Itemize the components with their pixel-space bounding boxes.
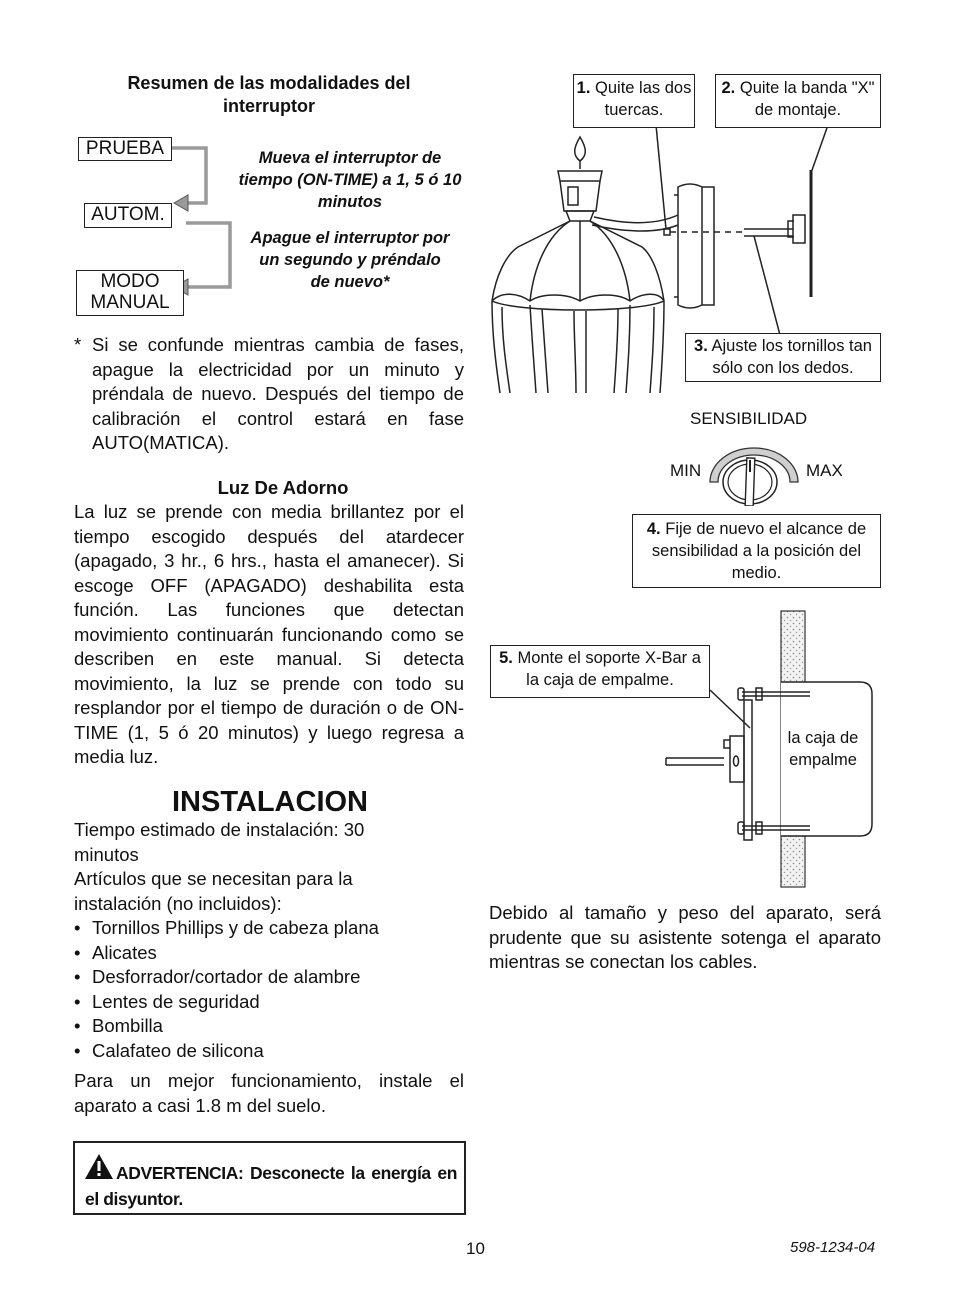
step-5-number: 5.	[499, 649, 513, 667]
sensitivity-dial-icon	[704, 436, 804, 506]
document-code: 598-1234-04	[790, 1239, 876, 1256]
mode-note-toggle: Apague el interruptor por un segundo y préndalo de nuevo*	[250, 229, 450, 291]
sensitivity-label: SENSIBILIDAD	[690, 409, 808, 428]
mode-autom-label: AUTOM.	[91, 204, 165, 225]
list-item: • Desforrador/cortador de alambre	[74, 965, 464, 990]
junction-box-label-line1: la caja de	[787, 729, 859, 747]
accent-light-heading: Luz De Adorno	[217, 477, 349, 498]
warning-text: ADVERTENCIA: Desconecte la energía en el disyuntor.	[85, 1163, 457, 1209]
list-item: • Lentes de seguridad	[74, 990, 464, 1015]
step-5-text: Monte el soporte X-Bar a la caja de empalme.	[517, 649, 701, 689]
list-item: • Calafateo de silicona	[74, 1039, 464, 1064]
mode-manual-label-line2: MANUAL	[90, 292, 170, 313]
step-2-box	[715, 74, 881, 128]
footnote-mark: *	[74, 334, 82, 355]
assistant-note: Debido al tamaño y peso del aparato, será prudente que su asistente sotenga el aparato mientras se conectan los cables.	[489, 902, 881, 972]
step-5-box	[490, 645, 710, 698]
step-3-box	[685, 333, 881, 382]
step-3-number: 3.	[694, 337, 708, 355]
step-1-text: Quite las dos tuercas.	[595, 79, 692, 119]
mode-autom-box	[84, 203, 172, 228]
list-item: • Bombilla	[74, 1014, 464, 1039]
junction-box-label-line2: empalme	[789, 751, 857, 769]
mode-summary-title	[74, 72, 464, 118]
dial-max-label: MAX	[806, 461, 843, 480]
footnote-text: Si se confunde mientras cambia de fases, apague la electricidad por un minuto y préndala de nuevo. Después del tiempo de calibración el control estará en fase AUTO(MATICA).	[92, 334, 464, 453]
install-time: Tiempo estimado de instalación: 30 minutos	[74, 819, 365, 865]
install-tip: Para un mejor funcionamiento, instale el aparato a casi 1.8 m del suelo.	[74, 1070, 464, 1116]
step-2-text: Quite la banda "X" de montaje.	[739, 79, 875, 119]
step-3-text: Ajuste los tornillos tan sólo con los dedos.	[711, 337, 872, 377]
page-number: 10	[466, 1239, 485, 1258]
mode-manual-label-line1: MODO	[100, 271, 160, 292]
mode-note-ontime: Mueva el interruptor de tiempo (ON-TIME) a 1, 5 ó 10 minutos	[238, 149, 462, 211]
list-item: • Tornillos Phillips y de cabeza plana	[74, 916, 464, 941]
mode-prueba-box	[78, 137, 172, 161]
junction-box-label	[778, 727, 868, 771]
step-4-box	[632, 514, 881, 588]
dial-min-label: MIN	[670, 461, 702, 480]
step-1-number: 1.	[576, 79, 591, 97]
mode-prueba-label: PRUEBA	[85, 138, 165, 159]
install-heading: INSTALACION	[172, 786, 369, 818]
mode-summary-title-line1: Resumen de las modalidades del	[127, 73, 411, 93]
step-4-text: Fije de nuevo el alcance de sensibilidad a la posición del medio.	[651, 520, 867, 582]
step-4-number: 4.	[646, 520, 661, 538]
mode-manual-box	[76, 270, 184, 316]
install-items-intro: Artículos que se necesitan para la instalación (no incluidos):	[74, 868, 353, 914]
step-1-box	[573, 74, 695, 128]
warning-box	[73, 1141, 466, 1215]
step-2-number: 2.	[721, 79, 736, 97]
mode-summary-title-line2: interruptor	[223, 96, 315, 116]
accent-light-text: La luz se prende con media brillantez por el tiempo escogido después del atardecer (apagado, 3 hr., 6 hrs., hasta el amanecer). Si escoge OFF (APAGADO) deshabilita esta función. Las funciones que detectan movimiento continuarán funcionando como se describen en este manual. Si detecta movimiento, la luz se prende con todo su resplandor por el tiempo de duración o de ON-TIME (1, 5 ó 20 minutos) y luego regresa a media luz.	[74, 501, 464, 767]
list-item: • Alicates	[74, 941, 464, 966]
install-items-list	[74, 916, 464, 1063]
